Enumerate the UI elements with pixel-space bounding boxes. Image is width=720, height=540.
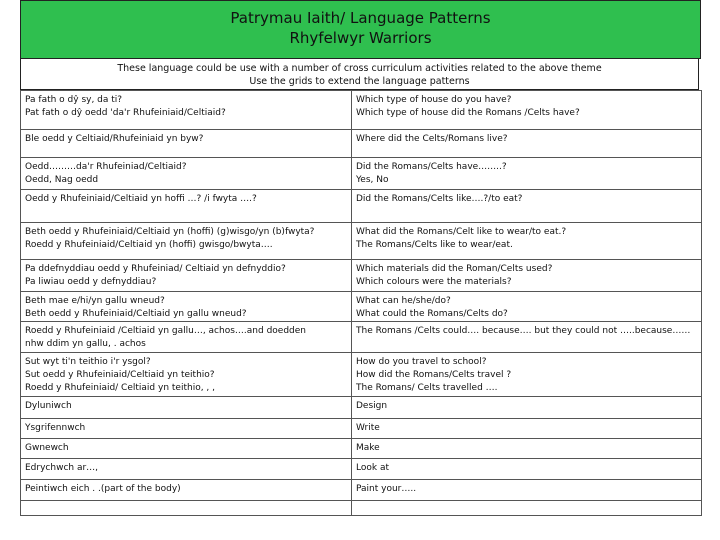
welsh-cell-line: Edrychwch ar…, bbox=[25, 463, 99, 473]
english-cell-line: Did the Romans/Celts have……..? bbox=[356, 162, 507, 172]
english-cell-line: Yes, No bbox=[356, 175, 389, 185]
intro-note bbox=[20, 58, 699, 90]
welsh-cell-line: Ble oedd y Celtiaid/Rhufeiniaid yn byw? bbox=[25, 134, 204, 144]
english-cell-line: The Romans /Celts could…. because…. but they could not …..because…… bbox=[356, 326, 691, 336]
english-cell bbox=[352, 459, 702, 480]
welsh-cell bbox=[21, 459, 352, 480]
welsh-cell-line: Pa ddefnyddiau oedd y Rhufeiniad/ Celtiaid yn defnyddio? bbox=[25, 264, 286, 274]
english-cell-line: Which colours were the materials? bbox=[356, 277, 512, 287]
welsh-cell bbox=[21, 223, 352, 260]
welsh-cell-line: Gwnewch bbox=[25, 443, 69, 453]
english-cell-line: Did the Romans/Celts like….?/to eat? bbox=[356, 194, 523, 204]
english-cell-line: Look at bbox=[356, 463, 389, 473]
language-patterns-table bbox=[20, 90, 702, 516]
english-cell-line: What could the Romans/Celts do? bbox=[356, 309, 508, 319]
english-cell-line: Which materials did the Roman/Celts used? bbox=[356, 264, 553, 274]
table-row bbox=[21, 91, 702, 130]
english-cell-line: How do you travel to school? bbox=[356, 357, 487, 367]
welsh-cell-line: Oedd………da'r Rhufeiniad/Celtiaid? bbox=[25, 162, 187, 172]
english-cell bbox=[352, 419, 702, 439]
english-cell-line: The Romans/ Celts travelled …. bbox=[356, 383, 498, 393]
intro-line-1: These language could be use with a number of cross curriculum activities related to the above theme bbox=[117, 63, 602, 74]
welsh-cell bbox=[21, 353, 352, 397]
welsh-cell-line: Sut wyt ti'n teithio i'r ysgol? bbox=[25, 357, 151, 367]
welsh-cell-line: Pa liwiau oedd y defnyddiau? bbox=[25, 277, 157, 287]
welsh-cell-line: Roedd y Rhufeiniaid/Celtiaid yn (hoffi) gwisgo/bwyta…. bbox=[25, 240, 273, 250]
welsh-cell-line: Dyluniwch bbox=[25, 401, 72, 411]
table-row bbox=[21, 459, 702, 480]
page-subtitle: Rhyfelwyr Warriors bbox=[289, 29, 432, 47]
english-cell-line: What did the Romans/Celt like to wear/to eat.? bbox=[356, 227, 567, 237]
english-cell bbox=[352, 91, 702, 130]
welsh-cell-line: Roedd y Rhufeiniaid/ Celtiaid yn teithio, , , bbox=[25, 383, 216, 393]
welsh-cell-line: Beth oedd y Rhufeiniaid/Celtiaid yn (hoffi) (g)wisgo/yn (b)fwyta? bbox=[25, 227, 315, 237]
table-row bbox=[21, 130, 702, 158]
english-cell bbox=[352, 439, 702, 459]
welsh-cell bbox=[21, 91, 352, 130]
welsh-cell bbox=[21, 158, 352, 190]
welsh-cell-line: Beth oedd y Rhufeiniaid/Celtiaid yn gallu wneud? bbox=[25, 309, 247, 319]
welsh-cell-line: Oedd, Nag oedd bbox=[25, 175, 99, 185]
welsh-cell-line: Sut oedd y Rhufeiniaid/Celtiaid yn teithio? bbox=[25, 370, 215, 380]
table-row bbox=[21, 292, 702, 322]
english-cell bbox=[352, 322, 702, 353]
welsh-cell-line: Pat fath o dŷ oedd 'da'r Rhufeiniaid/Celtiaid? bbox=[25, 108, 226, 118]
table-row bbox=[21, 439, 702, 459]
table-row bbox=[21, 260, 702, 292]
english-cell-line: Make bbox=[356, 443, 380, 453]
welsh-cell-line: Ysgrifennwch bbox=[25, 423, 86, 433]
table-row bbox=[21, 322, 702, 353]
welsh-cell bbox=[21, 322, 352, 353]
english-cell bbox=[352, 158, 702, 190]
english-cell bbox=[352, 397, 702, 419]
welsh-cell-line: Peintiwch eich . .(part of the body) bbox=[25, 484, 181, 494]
welsh-cell-line: Roedd y Rhufeiniaid /Celtiaid yn gallu…, achos….and doedden bbox=[25, 326, 306, 336]
english-cell-line: How did the Romans/Celts travel ? bbox=[356, 370, 512, 380]
welsh-cell bbox=[21, 501, 352, 516]
table-row bbox=[21, 397, 702, 419]
intro-line-2: Use the grids to extend the language patterns bbox=[249, 76, 470, 87]
welsh-cell-line: Pa fath o dŷ sy, da ti? bbox=[25, 95, 123, 105]
welsh-cell bbox=[21, 397, 352, 419]
table-row bbox=[21, 480, 702, 501]
english-cell bbox=[352, 223, 702, 260]
english-cell-line: Which type of house do you have? bbox=[356, 95, 512, 105]
welsh-cell bbox=[21, 130, 352, 158]
table-row bbox=[21, 190, 702, 223]
english-cell-line: Where did the Celts/Romans live? bbox=[356, 134, 508, 144]
english-cell bbox=[352, 501, 702, 516]
table-row bbox=[21, 419, 702, 439]
english-cell-line: Which type of house did the Romans /Celts have? bbox=[356, 108, 580, 118]
english-cell bbox=[352, 292, 702, 322]
welsh-cell-line: Beth mae e/hi/yn gallu wneud? bbox=[25, 296, 165, 306]
welsh-cell bbox=[21, 439, 352, 459]
english-cell-line: Paint your….. bbox=[356, 484, 417, 494]
table-row bbox=[21, 158, 702, 190]
welsh-cell-line: Oedd y Rhufeiniaid/Celtiaid yn hoffi …? /i fwyta ….? bbox=[25, 194, 257, 204]
welsh-cell bbox=[21, 292, 352, 322]
english-cell-line: Design bbox=[356, 401, 388, 411]
english-cell bbox=[352, 480, 702, 501]
title-banner bbox=[20, 0, 701, 59]
english-cell bbox=[352, 260, 702, 292]
english-cell bbox=[352, 353, 702, 397]
english-cell-line: The Romans/Celts like to wear/eat. bbox=[356, 240, 513, 250]
english-cell-line: Write bbox=[356, 423, 380, 433]
welsh-cell bbox=[21, 419, 352, 439]
english-cell-line: What can he/she/do? bbox=[356, 296, 451, 306]
welsh-cell bbox=[21, 480, 352, 501]
table-row bbox=[21, 223, 702, 260]
language-patterns-sheet bbox=[20, 0, 701, 540]
page-title: Patrymau Iaith/ Language Patterns bbox=[230, 9, 491, 27]
table-row bbox=[21, 353, 702, 397]
welsh-cell bbox=[21, 260, 352, 292]
table-row bbox=[21, 501, 702, 516]
english-cell bbox=[352, 130, 702, 158]
english-cell bbox=[352, 190, 702, 223]
welsh-cell bbox=[21, 190, 352, 223]
welsh-cell-line: nhw ddim yn gallu, . achos bbox=[25, 339, 146, 349]
